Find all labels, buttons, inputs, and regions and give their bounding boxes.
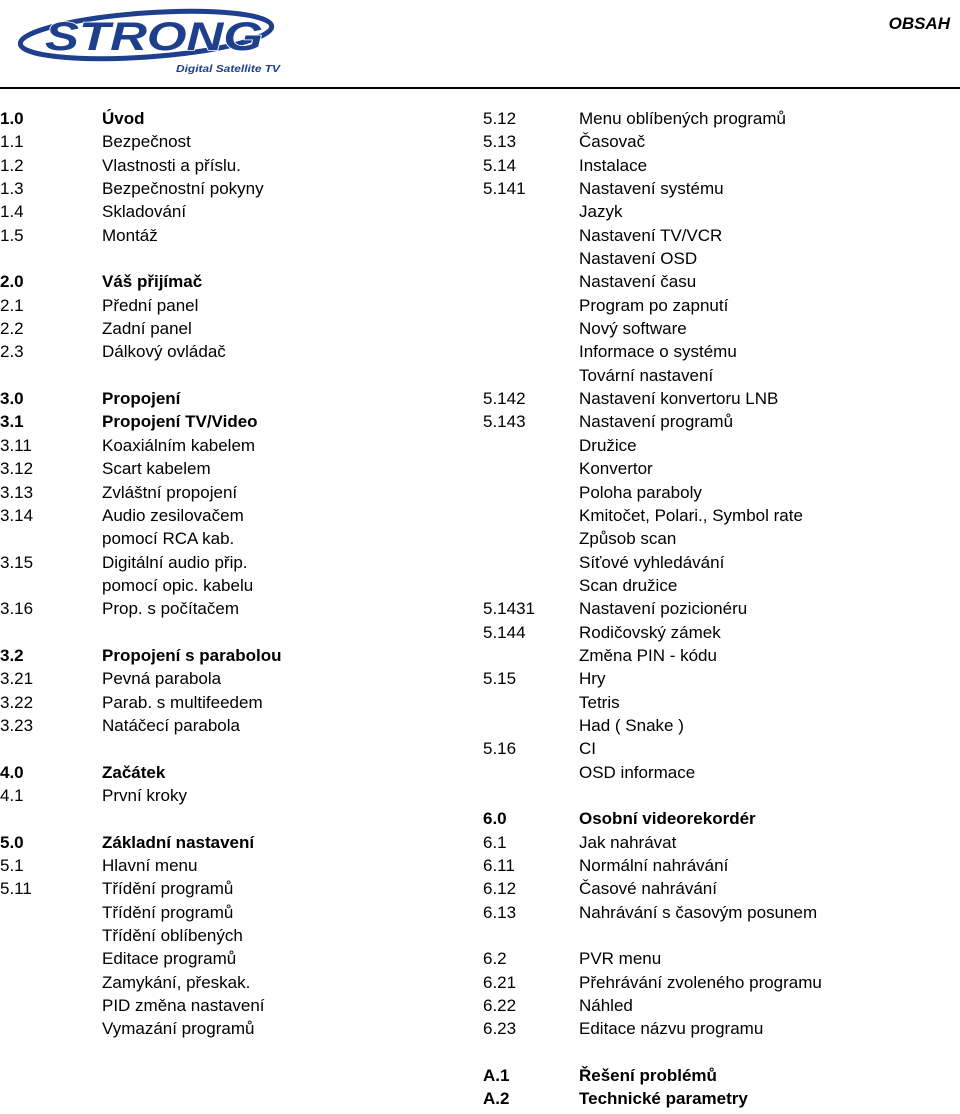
toc-entry-title: Časovač (579, 132, 646, 152)
toc-entry-title: Kmitočet, Polari., Symbol rate (579, 505, 803, 525)
toc-entry-number: 5.1431 (483, 599, 535, 619)
toc-entry (483, 364, 960, 387)
toc-entry (483, 971, 960, 994)
toc-entry-title: Základní nastavení (102, 832, 255, 852)
toc-entry (0, 317, 470, 340)
toc-entry-number: 3.14 (0, 505, 34, 525)
toc-entry-number: 1.4 (0, 202, 24, 222)
toc-entry-title: Nastavení programů (579, 412, 734, 432)
toc-entry (0, 247, 470, 270)
toc-entry-number: 3.16 (0, 599, 34, 619)
toc-entry (0, 574, 470, 597)
toc-entry-number: 5.142 (483, 389, 526, 409)
toc-entry (0, 481, 470, 504)
toc-entry (483, 247, 960, 270)
toc-entry (0, 224, 470, 247)
toc-entry-number: 4.1 (0, 785, 24, 805)
toc-entry-title: Třídění oblíbených (102, 926, 243, 946)
toc-entry-number: 1.5 (0, 225, 24, 245)
toc-entry (483, 340, 960, 363)
toc-entry (0, 971, 470, 994)
toc-entry-title: Audio zesilovačem (102, 505, 244, 525)
toc-entry-title: Zadní panel (102, 319, 192, 339)
toc-entry (0, 177, 470, 200)
header-divider (0, 87, 960, 89)
toc-entry (0, 714, 470, 737)
toc-entry (0, 947, 470, 970)
toc-entry-title: Pevná parabola (102, 669, 222, 689)
toc-entry-title: Tetris (579, 692, 620, 712)
toc-entry-number: 6.12 (483, 879, 517, 899)
toc-entry (483, 294, 960, 317)
toc-entry (483, 224, 960, 247)
toc-entry (483, 387, 960, 410)
toc-entry (483, 177, 960, 200)
toc-entry-number: 5.13 (483, 132, 517, 152)
toc-entry (483, 551, 960, 574)
toc-entry (483, 504, 960, 527)
toc-entry-title: Třídění programů (102, 902, 234, 922)
toc-entry (0, 924, 470, 947)
toc-entry (483, 270, 960, 293)
toc-entry-title: Váš přijímač (102, 272, 203, 292)
toc-entry-title: Digitální audio přip. (102, 552, 248, 572)
toc-entry (483, 761, 960, 784)
toc-entry-title: Nastavení času (579, 272, 697, 292)
toc-entry-number: 3.13 (0, 482, 34, 502)
toc-entry-title: Poloha paraboly (579, 482, 702, 502)
toc-entry (0, 107, 470, 130)
toc-entry-title: Přehrávání zvoleného programu (579, 972, 822, 992)
toc-entry-number: 3.11 (0, 435, 32, 455)
toc-entry-title: Hlavní menu (102, 856, 198, 875)
toc-entry (483, 621, 960, 644)
toc-entry-title: Konvertor (579, 459, 653, 479)
toc-entry (0, 691, 470, 714)
toc-entry (483, 737, 960, 760)
toc-entry (483, 130, 960, 153)
toc-entry-title: Třídění programů (102, 879, 234, 899)
toc-entry (483, 1041, 960, 1064)
toc-entry (483, 317, 960, 340)
toc-entry (483, 854, 960, 877)
toc-entry-title: Instalace (579, 155, 648, 175)
toc-entry (483, 901, 960, 924)
toc-entry-number: 5.14 (483, 155, 517, 175)
toc-entry-title: OSD informace (579, 762, 696, 782)
toc-entry-number: 3.15 (0, 552, 34, 572)
toc-entry-title: Družice (579, 435, 637, 455)
toc-entry-number: 2.3 (0, 342, 24, 362)
toc-entry (0, 597, 470, 620)
toc-entry-title: Síťové vyhledávání (579, 552, 725, 572)
toc-entry-number: 6.1 (483, 832, 507, 852)
toc-entry-number: 6.23 (483, 1019, 517, 1039)
toc-entry (0, 854, 470, 877)
toc-entry-number: 2.2 (0, 319, 24, 339)
toc-entry-number: 6.22 (483, 996, 517, 1016)
toc-entry (483, 807, 960, 830)
toc-entry-title: Editace názvu programu (579, 1019, 764, 1039)
toc-entry-title: Program po zapnutí (579, 295, 729, 315)
toc-entry (483, 877, 960, 900)
toc-entry-title: pomocí opic. kabelu (102, 575, 254, 595)
toc-entry-title: PID změna nastavení (102, 996, 265, 1016)
toc-entry-number: 5.1 (0, 856, 24, 875)
toc-entry-title: Nastavení TV/VCR (579, 225, 723, 245)
toc-entry-title: Propojení (102, 389, 181, 409)
toc-entry (483, 644, 960, 667)
toc-entry-title: Koaxiálním kabelem (102, 435, 256, 455)
toc-entry-title: Jazyk (579, 202, 623, 222)
toc-entry (483, 107, 960, 130)
toc-entry-number: 5.11 (0, 879, 32, 899)
toc-entry-title: Skladování (102, 202, 187, 222)
toc-entry (0, 1017, 470, 1040)
page-title: OBSAH (888, 14, 950, 33)
toc-entry-number: 6.13 (483, 902, 517, 922)
toc-entry (0, 364, 470, 387)
toc-entry-title: Nastavení pozicionéru (579, 599, 748, 619)
toc-entry-title: CI (579, 739, 596, 759)
toc-entry (483, 994, 960, 1017)
toc-entry-number: 5.16 (483, 739, 517, 759)
toc-entry-title: Bezpečnostní pokyny (102, 179, 264, 199)
toc-entry-number: 3.21 (0, 669, 34, 689)
toc-entry-title: Časové nahrávání (579, 879, 717, 899)
toc-entry-number: 5.0 (0, 832, 24, 852)
toc-entry-title: Tovární nastavení (579, 365, 714, 385)
toc-entry (483, 410, 960, 433)
toc-entry-number: 6.11 (483, 856, 515, 875)
toc-entry (0, 527, 470, 550)
logo-subtitle: Digital Satellite TV (176, 64, 282, 75)
toc-entry (0, 340, 470, 363)
logo-wordmark: STRONG (45, 15, 263, 59)
toc-entry-number: 3.12 (0, 459, 34, 479)
toc-entry (0, 877, 470, 900)
toc-entry-title: Náhled (579, 996, 633, 1016)
toc-entry-title: Prop. s počítačem (102, 599, 240, 619)
toc-entry-title: Parab. s multifeedem (102, 692, 263, 712)
toc-entry-number: 5.12 (483, 109, 517, 128)
toc-entry-title: Nastavení konvertoru LNB (579, 389, 779, 409)
toc-entry (0, 761, 470, 784)
toc-entry (0, 504, 470, 527)
toc-entry (483, 597, 960, 620)
toc-entry-title: Propojení TV/Video (102, 412, 258, 432)
toc-entry-title: Technické parametry (579, 1089, 748, 1109)
toc-entry-title: Normální nahrávání (579, 856, 729, 875)
toc-entry-number: 3.0 (0, 389, 24, 409)
toc-left-column (0, 107, 470, 1041)
toc-entry (483, 831, 960, 854)
toc-entry-title: Nový software (579, 319, 687, 339)
toc-entry-title: Zamykání, přeskak. (102, 972, 251, 992)
toc-entry-number: 5.144 (483, 622, 526, 642)
toc-entry (483, 924, 960, 947)
toc-entry-number: 6.21 (483, 972, 517, 992)
toc-entry (483, 200, 960, 223)
toc-entry-number: 1.1 (0, 132, 24, 152)
toc-entry-number: A.1 (483, 1066, 510, 1086)
toc-entry-title: pomocí RCA kab. (102, 529, 235, 549)
toc-entry (0, 994, 470, 1017)
toc-entry (0, 434, 470, 457)
toc-entry (0, 551, 470, 574)
toc-entry-title: Menu oblíbených programů (579, 109, 786, 128)
toc-entry-number: 2.0 (0, 272, 24, 292)
toc-entry-title: Bezpečnost (102, 132, 191, 152)
toc-entry-title: Přední panel (102, 295, 199, 315)
toc-entry-number: 3.2 (0, 645, 24, 665)
toc-entry (483, 481, 960, 504)
toc-entry-number: 3.1 (0, 412, 24, 432)
toc-entry-title: Had ( Snake ) (579, 715, 684, 735)
toc-entry (0, 667, 470, 690)
toc-entry (483, 667, 960, 690)
toc-entry (0, 130, 470, 153)
toc-entry-title: Nastavení OSD (579, 249, 698, 269)
toc-entry-title: Editace programů (102, 949, 237, 969)
toc-entry-title: PVR menu (579, 949, 662, 969)
strong-logo (18, 6, 283, 76)
toc-entry (483, 527, 960, 550)
toc-entry-number: 3.23 (0, 715, 34, 735)
toc-entry (483, 1087, 960, 1110)
toc-entry (0, 294, 470, 317)
toc-entry-title: Dálkový ovládač (102, 342, 226, 362)
toc-entry-title: Nahrávání s časovým posunem (579, 902, 818, 922)
toc-entry (0, 901, 470, 924)
toc-entry (0, 457, 470, 480)
toc-entry-number: 6.0 (483, 809, 507, 829)
toc-entry-title: Hry (579, 669, 606, 689)
toc-entry-number: 5.141 (483, 179, 526, 199)
toc-entry-number: 1.3 (0, 179, 24, 199)
toc-entry-title: Osobní videorekordér (579, 809, 756, 829)
toc-entry-title: Jak nahrávat (579, 832, 677, 852)
toc-entry-title: Montáž (102, 225, 158, 245)
toc-entry (0, 154, 470, 177)
toc-entry (483, 714, 960, 737)
toc-entry-title: Vymazání programů (102, 1019, 255, 1039)
toc-entry-number: 6.2 (483, 949, 507, 969)
toc-entry (483, 1064, 960, 1087)
toc-entry-title: Propojení s parabolou (102, 645, 282, 665)
toc-entry-title: Úvod (102, 109, 145, 128)
toc-entry (0, 644, 470, 667)
toc-entry-number: 1.0 (0, 109, 24, 128)
toc-entry-title: Rodičovský zámek (579, 622, 721, 642)
toc-entry (483, 574, 960, 597)
toc-entry-number: 5.143 (483, 412, 526, 432)
toc-entry-number: 1.2 (0, 155, 24, 175)
toc-entry-number: 5.15 (483, 669, 517, 689)
toc-right-column (483, 107, 960, 1111)
toc-entry-number: A.2 (483, 1089, 510, 1109)
toc-entry (483, 947, 960, 970)
toc-entry-title: První kroky (102, 785, 188, 805)
toc-entry-title: Způsob scan (579, 529, 677, 549)
toc-entry-title: Změna PIN - kódu (579, 645, 717, 665)
toc-entry (0, 621, 470, 644)
toc-entry-title: Začátek (102, 762, 166, 782)
toc-entry-title: Informace o systému (579, 342, 737, 362)
toc-entry (483, 691, 960, 714)
toc-entry (0, 270, 470, 293)
toc-entry (0, 831, 470, 854)
toc-entry-number: 2.1 (0, 295, 24, 315)
toc-entry (483, 434, 960, 457)
toc-entry-title: Scart kabelem (102, 459, 211, 479)
toc-entry (483, 154, 960, 177)
toc-entry-number: 3.22 (0, 692, 34, 712)
toc-entry (0, 387, 470, 410)
toc-entry-number: 4.0 (0, 762, 24, 782)
toc-entry-title: Nastavení systému (579, 179, 724, 199)
toc-entry (483, 784, 960, 807)
toc-entry (0, 200, 470, 223)
toc-entry (483, 457, 960, 480)
toc-entry-title: Vlastnosti a příslu. (102, 155, 241, 175)
toc-entry (0, 410, 470, 433)
toc-entry-title: Natáčecí parabola (102, 715, 240, 735)
toc-entry-title: Scan družice (579, 575, 678, 595)
toc-entry-title: Řešení problémů (579, 1066, 717, 1086)
toc-entry-title: Zvláštní propojení (102, 482, 238, 502)
toc-entry (0, 784, 470, 807)
toc-entry (483, 1017, 960, 1040)
toc-entry (0, 737, 470, 760)
toc-entry (0, 807, 470, 830)
